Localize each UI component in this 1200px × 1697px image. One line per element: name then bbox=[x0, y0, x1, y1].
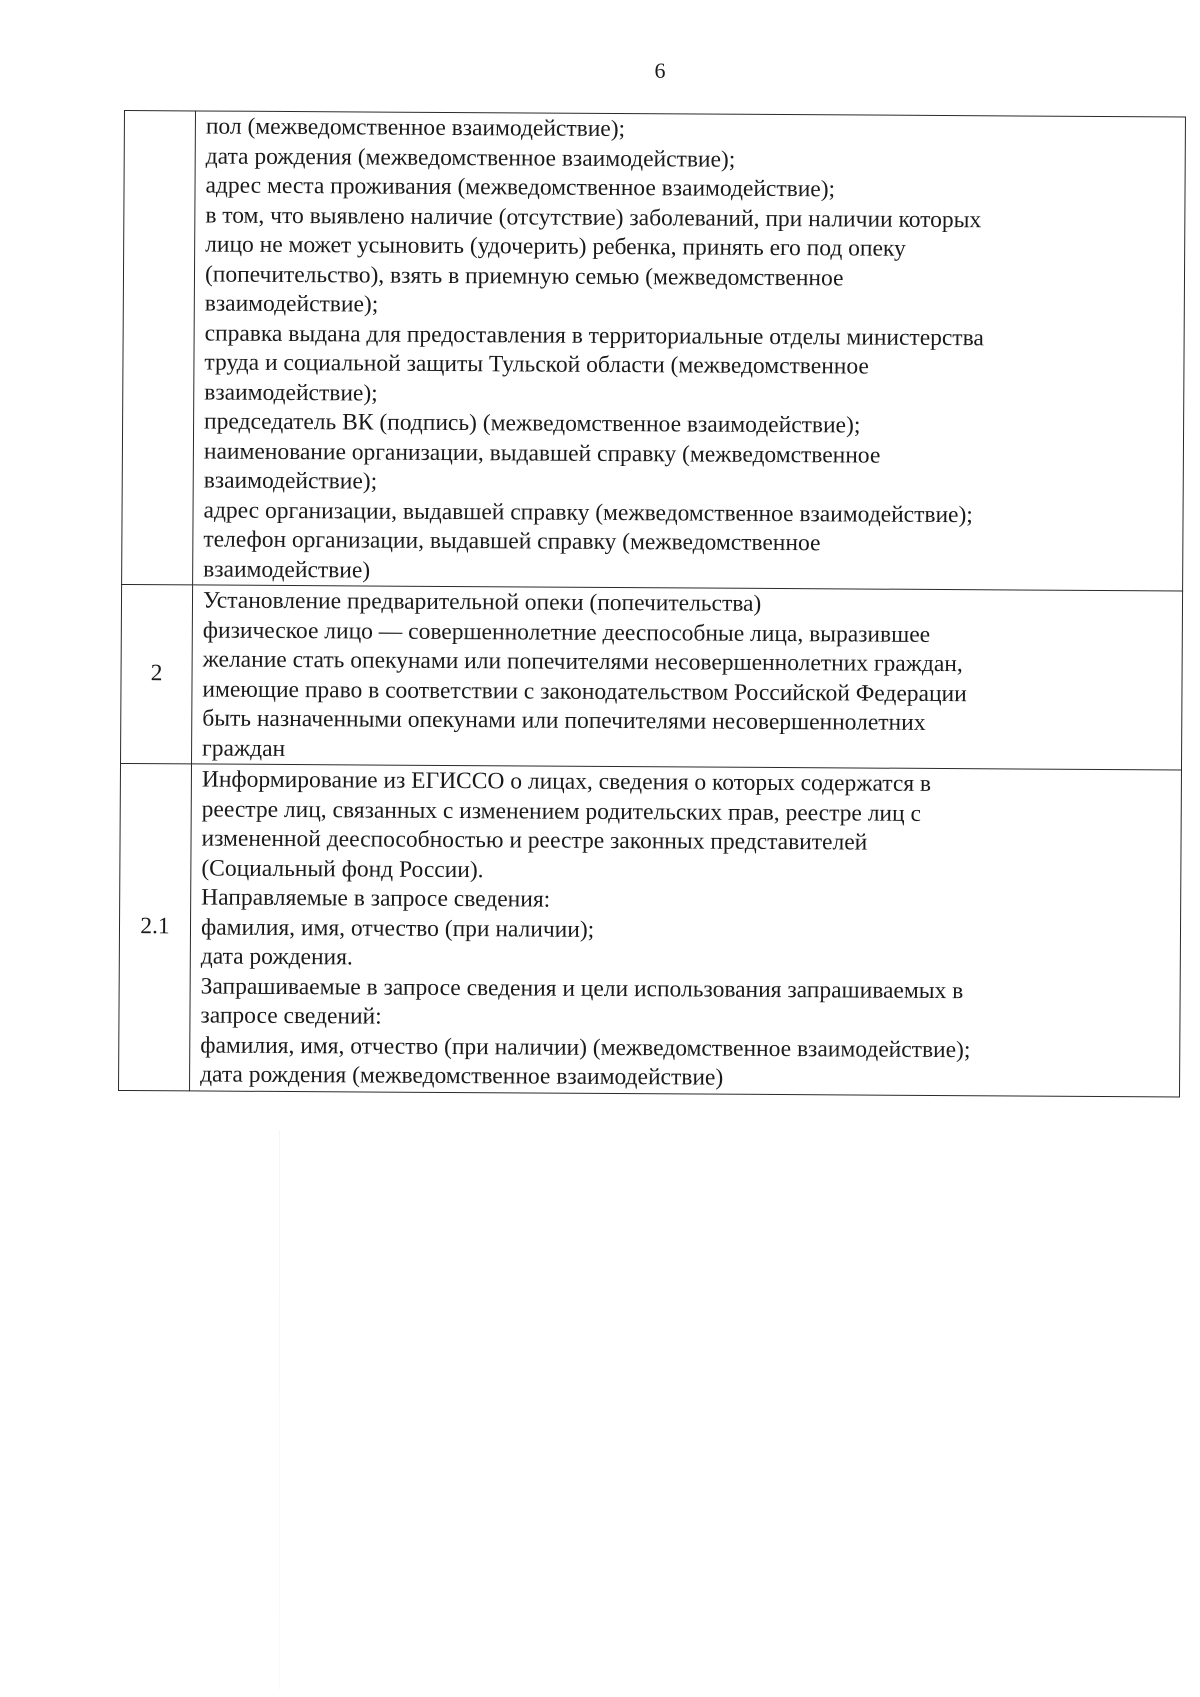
text-line: адрес организации, выдавшей справку (межведомственное взаимодействие); bbox=[203, 496, 973, 528]
text-line: взаимодействие); bbox=[204, 290, 379, 318]
text-line: имеющие право в соответствии с законодательством Российской Федерации bbox=[202, 675, 967, 707]
table-row bbox=[121, 584, 1183, 769]
text-line: в том, что выявлено наличие (отсутствие) заболеваний, при наличии которых bbox=[205, 201, 982, 233]
text-line: Установление предварительной опеки (попечительства) bbox=[202, 587, 762, 617]
text-line: измененной дееспособностью и реестре законных представителей bbox=[201, 825, 868, 856]
text-line: адрес места проживания (межведомственное взаимодействие); bbox=[205, 172, 836, 203]
text-line: дата рождения (межведомственное взаимодействие) bbox=[200, 1061, 724, 1091]
text-line: желание стать опекунами или попечителями несовершеннолетних граждан, bbox=[202, 646, 963, 678]
text-line: взаимодействие); bbox=[204, 378, 378, 407]
text-line: пол (межведомственное взаимодействие); bbox=[205, 113, 626, 143]
text-line: (попечительство), взять в приемную семью (межведомственное bbox=[204, 260, 844, 291]
text-line: дата рождения. bbox=[200, 943, 353, 971]
text-line: дата рождения (межведомственное взаимодействие); bbox=[205, 143, 736, 173]
table-row bbox=[119, 763, 1182, 1096]
text-line: труда и социальной защиты Тульской области (межведомственное bbox=[204, 349, 869, 380]
text-line: наименование организации, выдавшей справку (межведомственное bbox=[203, 437, 881, 469]
text-line: взаимодействие); bbox=[203, 467, 378, 495]
text-line: председатель ВК (подпись) (межведомственное взаимодействие); bbox=[204, 408, 861, 439]
page-number: 6 bbox=[654, 58, 666, 83]
document-table bbox=[118, 110, 1186, 1097]
row-number-cell: 2 bbox=[121, 584, 193, 763]
text-line: граждан bbox=[202, 734, 286, 762]
text-line: Информирование из ЕГИССО о лицах, сведения о которых содержатся в bbox=[201, 766, 932, 797]
text-line: телефон организации, выдавшей справку (межведомственное bbox=[203, 526, 821, 557]
text-line: физическое лицо — совершеннолетние дееспособные лица, выразившее bbox=[202, 616, 931, 648]
text-line: Направляемые в запросе сведения: bbox=[201, 884, 551, 913]
table-row bbox=[122, 111, 1186, 591]
text-line: фамилия, имя, отчество (при наличии); bbox=[200, 913, 595, 943]
row-number-cell: 2.1 bbox=[119, 763, 192, 1090]
text-line: (Социальный фонд России). bbox=[201, 854, 484, 883]
text-line: фамилия, имя, отчество (при наличии) (межведомственное взаимодействие); bbox=[200, 1031, 971, 1063]
text-line: запросе сведений: bbox=[200, 1002, 382, 1030]
text-line: Запрашиваемые в запросе сведения и цели использования запрашиваемых в bbox=[200, 972, 964, 1004]
text-line: лицо не может усыновить (удочерить) ребенка, принять его под опеку bbox=[205, 231, 906, 262]
text-line: быть назначенными опекунами или попечителями несовершеннолетних bbox=[202, 705, 926, 736]
scan-artifact-line bbox=[279, 1130, 280, 1690]
text-line: взаимодействие) bbox=[203, 555, 371, 584]
text-line: реестре лиц, связанных с изменением родительских прав, реестре лиц с bbox=[201, 795, 922, 827]
row-content-cell bbox=[193, 111, 1186, 591]
row-content-cell bbox=[190, 764, 1182, 1097]
row-number-cell bbox=[122, 111, 196, 585]
row-content-cell bbox=[192, 585, 1183, 770]
text-line: справка выдана для предоставления в территориальные отделы министерства bbox=[204, 319, 984, 351]
